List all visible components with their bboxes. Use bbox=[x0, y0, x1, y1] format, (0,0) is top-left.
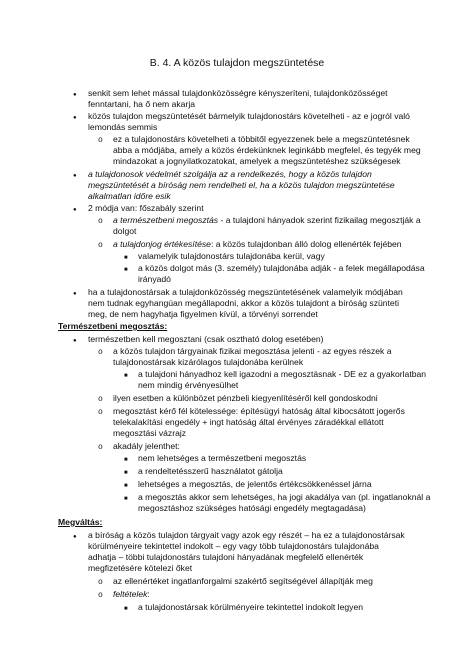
bullet-icon bbox=[73, 88, 77, 101]
bullet-icon bbox=[73, 334, 77, 347]
text-line: fenntartani, ha ő nem akarja bbox=[88, 99, 196, 109]
text-line: megfizetésére kötelezi őket bbox=[88, 563, 193, 573]
text-line: a megosztás akkor sem lehetséges, ha jogi akadálya van (pl. ingatlanoknál a bbox=[138, 492, 431, 502]
text-line: körülményeire tekintettel indokolt – egy vagy több tulajdonostárs tulajdonába bbox=[88, 541, 379, 551]
sub-bullet-icon bbox=[98, 239, 103, 251]
text-line: ilyen esetben a különbözet pénzbeli kiegyenlítéséről kell gondoskodni bbox=[113, 393, 378, 403]
text-line: nem lehetséges a természetbeni megosztás bbox=[138, 453, 307, 463]
section-heading: Természetbeni megosztás: bbox=[58, 321, 168, 331]
bullet-icon bbox=[73, 287, 77, 300]
text-line: nem mindig érvényesülhet bbox=[138, 380, 239, 390]
square-bullet-icon bbox=[124, 466, 128, 479]
sub-bullet-icon bbox=[98, 441, 103, 453]
text-line: megosztási vázrajz bbox=[113, 428, 187, 438]
text-line: feltételek: bbox=[113, 589, 150, 599]
text-line: megosztáshoz szükséges hatósági engedély megtagadása) bbox=[138, 503, 366, 513]
sub-bullet-icon bbox=[98, 134, 103, 146]
square-bullet-icon bbox=[124, 492, 128, 505]
text-line: mindazokat a jognyilatkozatokat, amelyek a megszüntetéshez szükségesek bbox=[113, 156, 401, 166]
text-line: megszüntetését a bíróság nem rendelheti el, ha a közös tulajdon megszüntetése bbox=[88, 180, 395, 190]
bullet-icon bbox=[73, 111, 77, 124]
text-line: meg, de nem hagyhatja figyelmen kívül, a törvényi sorrendet bbox=[88, 309, 318, 319]
text-line: nem tudnak egyhangúan megállapodni, akkor a közös tulajdont a bíróság szünteti bbox=[88, 298, 400, 308]
text-line: a természetbeni megosztás - a tulajdoni hányadok szerint fizikailag megosztják a bbox=[113, 215, 421, 225]
text-line: 2 módja van: főszabály szerint bbox=[88, 203, 204, 213]
square-bullet-icon bbox=[124, 479, 128, 492]
sub-bullet-icon bbox=[98, 589, 103, 601]
text-line: senkit sem lehet mással tulajdonközösségre kényszeríteni, tulajdonközösséget bbox=[88, 88, 388, 98]
sub-bullet-icon bbox=[98, 215, 103, 227]
text-line: természetben kell megosztani (csak osztható dolog esetében) bbox=[88, 334, 324, 344]
text-line: a tulajdonjog értékesítése: a közös tulajdonban álló dolog ellenérték fejében bbox=[113, 239, 402, 249]
sub-bullet-icon bbox=[98, 406, 103, 418]
page-title: B. 4. A közös tulajdon megszüntetése bbox=[149, 57, 325, 69]
section-heading: Megváltás: bbox=[58, 517, 103, 527]
text-line: a tulajdoni hányadhoz kell igazodni a megosztásnak - DE ez a gyakorlatban bbox=[138, 369, 427, 379]
square-bullet-icon bbox=[124, 369, 128, 382]
text-line: az ellenértéket ingatlanforgalmi szakértő segítségével állapítják meg bbox=[113, 576, 373, 586]
text-line: ha a tulajdonostársak a tulajdonközösség megszüntetésének valamelyik módjában bbox=[88, 287, 403, 297]
text-line: a rendeltetésszerű használatot gátolja bbox=[138, 466, 283, 476]
sub-bullet-icon bbox=[98, 393, 103, 405]
sub-bullet-icon bbox=[98, 346, 103, 358]
text-line: abba a módjába, amely a közös érdekünknek leginkább megfelel, és tegyék meg bbox=[113, 145, 421, 155]
text-line: irányadó bbox=[138, 274, 171, 284]
square-bullet-icon bbox=[124, 263, 128, 276]
square-bullet-icon bbox=[124, 602, 128, 615]
text-line: lehetséges a megosztás, de jelentős értékcsökkenéssel járna bbox=[138, 479, 372, 489]
text-line: telekalakítási engedély + ingt hatóság által érvényes záradékkal ellátott bbox=[113, 417, 384, 427]
bullet-icon bbox=[73, 530, 77, 543]
text-line: a bíróság a közös tulajdon tárgyait vagy azok egy részét – ha ez a tulajdonostársak bbox=[88, 530, 405, 540]
text-line: alkalmatlan időre esik bbox=[88, 191, 171, 201]
text-line: valamelyik tulajdonostárs tulajdonába kerül, vagy bbox=[138, 251, 325, 261]
text-line: közös tulajdon megszüntetését bármelyik tulajdonostárs követelheti - az e jogról való bbox=[88, 111, 410, 121]
text-line: a közös tulajdon tárgyainak fizikai megosztása jelenti - az egyes részek a bbox=[113, 346, 392, 356]
text-line: tulajdonostársak kizárólagos tulajdonába kerülnek bbox=[113, 357, 304, 367]
text-line: dolgot bbox=[113, 226, 137, 236]
text-line: a tulajdonosok védelmét szolgálja az a rendelkezés, hogy a közös tulajdon bbox=[88, 169, 372, 179]
square-bullet-icon bbox=[124, 453, 128, 466]
text-line: a közös dolgot más (3. személy) tulajdonába adják - a felek megállapodása bbox=[138, 263, 425, 273]
text-line: akadály jelenthet: bbox=[113, 441, 180, 451]
text-line: ez a tulajdonostárs követelheti a többitől egyezzenek bele a megszüntetésnek bbox=[113, 134, 410, 144]
bullet-icon bbox=[73, 203, 77, 216]
text-line: megosztást kérő fél kötelessége: építésügyi hatóság által kibocsátott jogerős bbox=[113, 406, 405, 416]
sub-bullet-icon bbox=[98, 576, 103, 588]
text-line: a tulajdonostársak körülményeire tekintettel indokolt legyen bbox=[138, 602, 363, 612]
text-line: lemondás semmis bbox=[88, 122, 158, 132]
text-line: adhatja – többi tulajdonostárs tulajdoni hányadának megfelelő ellenérték bbox=[88, 552, 364, 562]
bullet-icon bbox=[73, 169, 77, 182]
